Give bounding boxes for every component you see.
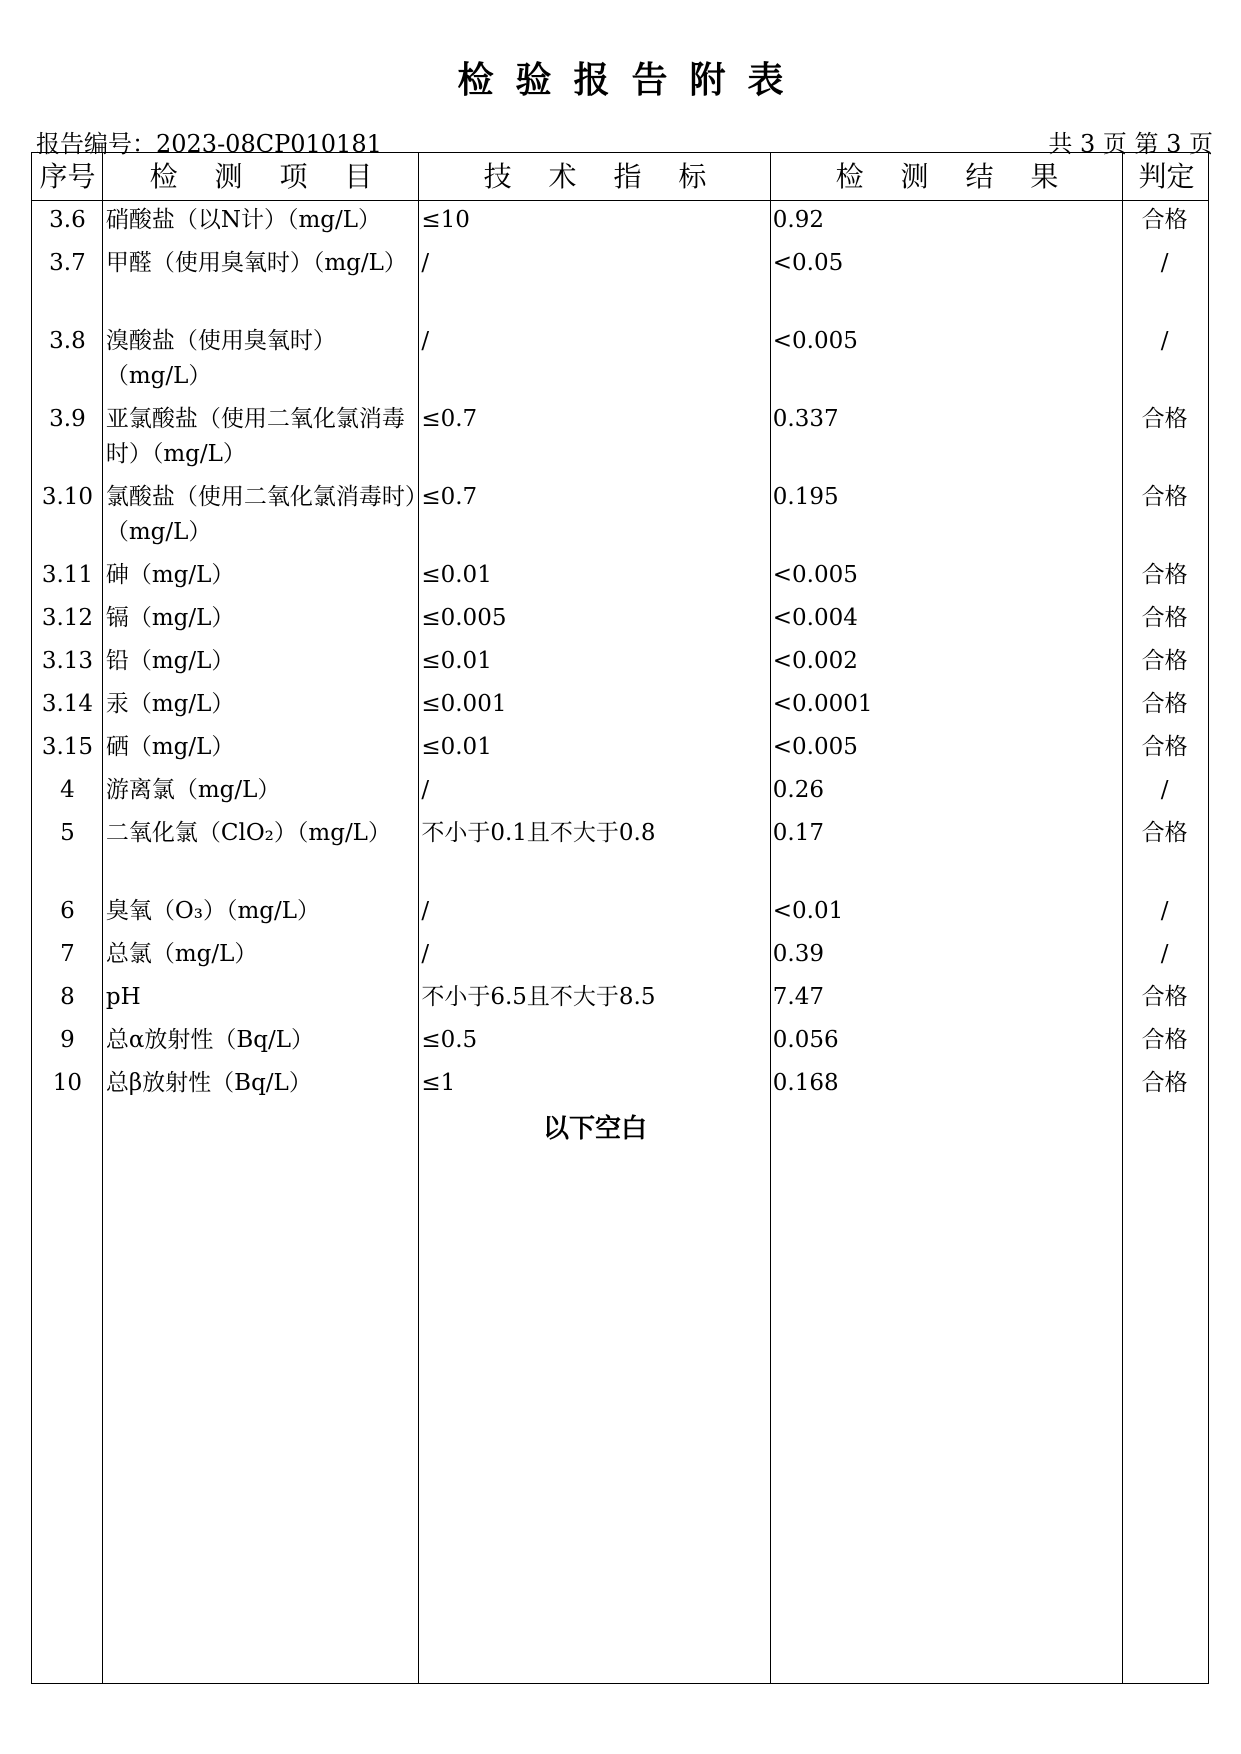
table-row [32,685,1208,728]
row-judge: 合格 [1141,207,1188,233]
table-row [32,642,1208,685]
row-result: 0.92 [772,207,824,233]
row-result: 0.056 [772,1027,839,1053]
row-seq: 10 [52,1070,83,1096]
row-item: 硒（mg/L） [105,734,235,760]
row-seq: 3.14 [41,691,94,717]
table-row [32,771,1208,814]
row-judge: 合格 [1141,820,1188,846]
page-info: 共 3 页 第 3 页 [1048,130,1213,158]
row-result: <0.005 [772,328,858,354]
row-spec: / [421,250,430,276]
table-row [32,892,1208,935]
row-result: 0.195 [772,484,839,510]
row-seq: 7 [60,941,75,967]
row-item: 甲醛（使用臭氧时）（mg/L） [105,250,407,276]
row-result: 0.17 [772,820,824,846]
row-seq: 3.13 [41,648,94,674]
row-judge: 合格 [1141,1070,1188,1096]
row-seq: 9 [60,1027,75,1053]
table-body [32,201,1208,1107]
row-spec: / [421,941,430,967]
row-item: 二氧化氯（ClO₂）（mg/L） [105,820,391,846]
row-item: 总β放射性（Bq/L） [105,1070,312,1096]
row-judge: / [1160,777,1169,803]
row-seq: 8 [60,984,75,1010]
row-judge: 合格 [1141,648,1188,674]
row-item: 铅（mg/L） [105,648,235,674]
blank-below-note: 以下空白 [542,1114,647,1144]
table-row [32,201,1208,244]
row-seq: 3.7 [49,250,86,276]
row-item: 总氯（mg/L） [105,941,258,967]
row-seq: 3.11 [41,562,94,588]
header-seq: 序号 [39,160,96,193]
row-seq: 3.15 [41,734,94,760]
row-spec: ≤0.01 [421,562,492,588]
row-spec: ≤0.01 [421,734,492,760]
row-judge: / [1160,941,1169,967]
row-spec: ≤0.5 [421,1027,478,1053]
row-judge: 合格 [1141,605,1188,631]
row-spec: ≤0.01 [421,648,492,674]
row-item: 硝酸盐（以N计）（mg/L） [105,207,382,233]
row-seq: 5 [60,820,75,846]
row-result: 0.39 [772,941,824,967]
row-result: <0.005 [772,734,858,760]
row-judge: / [1160,250,1169,276]
row-spec: ≤0.7 [421,484,478,510]
row-item: 氯酸盐（使用二氧化氯消毒时）（mg/L） [105,484,417,545]
row-result: <0.05 [772,250,844,276]
row-item: 汞（mg/L） [105,691,235,717]
row-spec: ≤0.7 [421,406,478,432]
row-seq: 3.6 [49,207,86,233]
row-item: 臭氧（O₃）（mg/L） [105,898,321,924]
row-judge: 合格 [1141,734,1188,760]
row-seq: 3.8 [49,328,86,354]
row-seq: 6 [60,898,75,924]
row-seq: 3.10 [41,484,94,510]
row-item: 镉（mg/L） [105,605,235,631]
row-judge: 合格 [1141,406,1188,432]
table-row [32,935,1208,978]
row-seq: 3.9 [49,406,86,432]
row-result: 0.26 [772,777,824,803]
row-spec: / [421,898,430,924]
row-result: <0.004 [772,605,858,631]
row-item: 砷（mg/L） [105,562,235,588]
row-spec: ≤0.005 [421,605,507,631]
row-result: 0.168 [772,1070,839,1096]
row-judge: / [1160,898,1169,924]
table-row [32,1021,1208,1064]
row-spec: / [421,777,430,803]
header-item: 检 测 项 目 [149,160,387,193]
row-result: <0.0001 [772,691,873,717]
table-row [32,400,1208,478]
row-item: 亚氯酸盐（使用二氧化氯消毒时）（mg/L） [105,406,405,467]
report-number: 报告编号：2023-08CP010181 [36,130,382,158]
row-judge: 合格 [1141,484,1188,510]
row-item: 溴酸盐（使用臭氧时）（mg/L） [105,328,336,389]
table-row [32,599,1208,642]
row-spec: ≤0.001 [421,691,507,717]
table-row [32,1064,1208,1107]
row-spec: / [421,328,430,354]
row-judge: 合格 [1141,984,1188,1010]
table-row [32,978,1208,1021]
row-judge: 合格 [1141,562,1188,588]
row-result: <0.01 [772,898,844,924]
row-result: 0.337 [772,406,839,432]
row-judge: 合格 [1141,1027,1188,1053]
row-item: 游离氯（mg/L） [105,777,281,803]
report-title: 检验报告附表 [457,60,806,101]
row-spec: 不小于0.1且不大于0.8 [421,820,656,846]
row-spec: ≤10 [421,207,470,233]
header-result: 检 测 结 果 [835,160,1073,193]
row-spec: 不小于6.5且不大于8.5 [421,984,656,1010]
row-seq: 4 [60,777,75,803]
header-judge: 判定 [1138,160,1195,193]
row-item: pH [105,984,141,1010]
row-judge: 合格 [1141,691,1188,717]
row-result: <0.005 [772,562,858,588]
table-row [32,728,1208,771]
row-item: 总α放射性（Bq/L） [105,1027,315,1053]
row-result: <0.002 [772,648,858,674]
table-row [32,814,1208,892]
row-judge: / [1160,328,1169,354]
row-spec: ≤1 [421,1070,456,1096]
table-row [32,244,1208,322]
table-row [32,556,1208,599]
header-spec: 技 术 指 标 [483,160,721,193]
row-result: 7.47 [772,984,824,1010]
table-row [32,322,1208,400]
row-seq: 3.12 [41,605,94,631]
results-table [31,152,1209,1684]
table-row [32,478,1208,556]
